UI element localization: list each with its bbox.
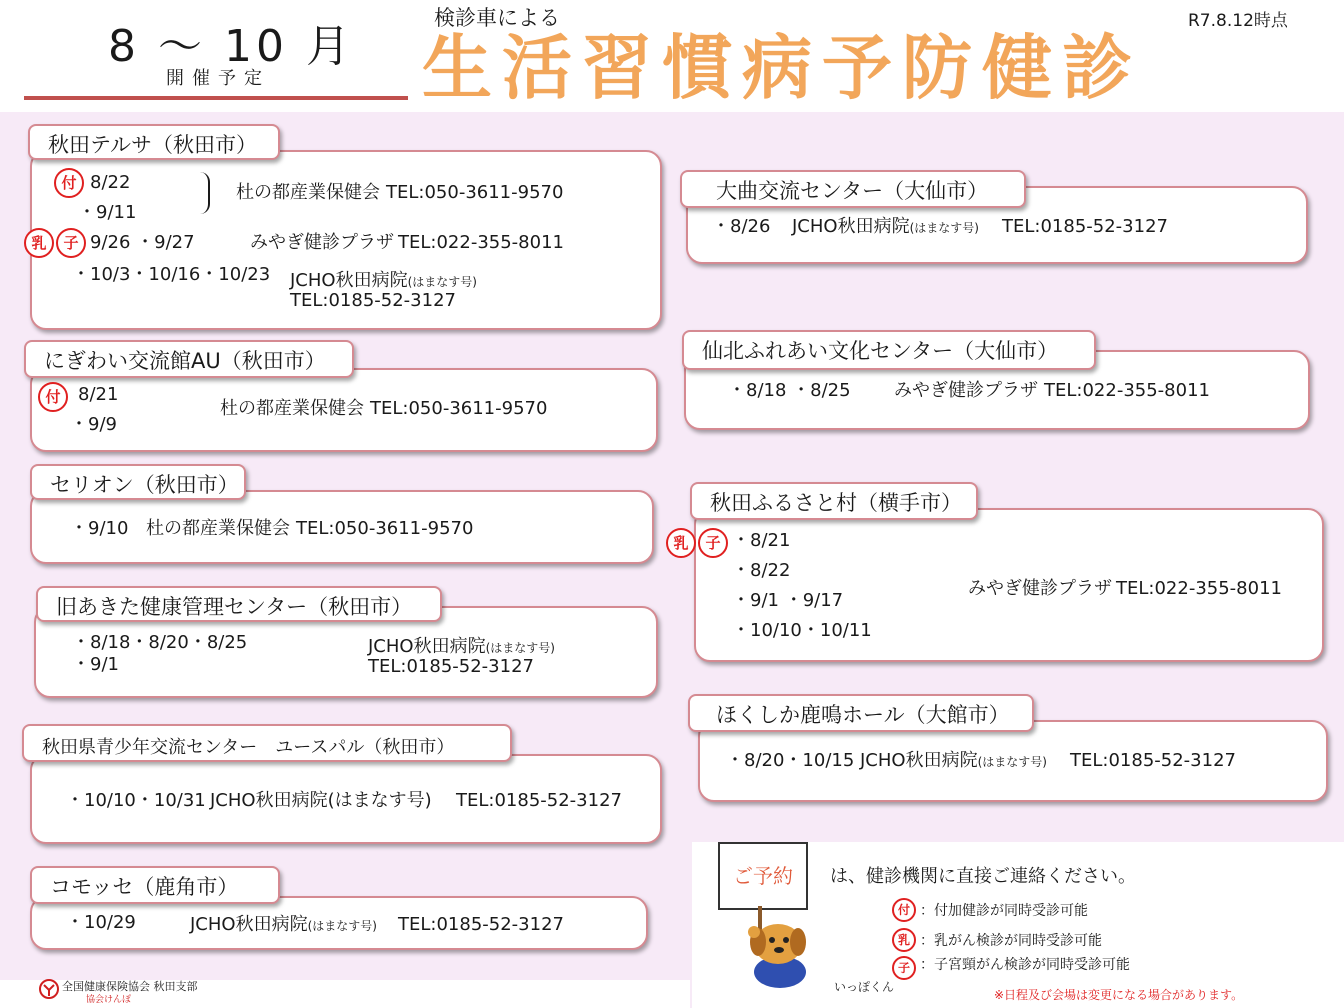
venue-title-youthpal: 秋田県青少年交流センター ユースパル（秋田市） bbox=[22, 724, 512, 762]
date-list: ・9/9 bbox=[70, 414, 117, 435]
provider-name: みやぎ健診プラザ bbox=[968, 578, 1112, 599]
logo-subtext: 協会けんぽ bbox=[86, 995, 132, 1005]
date-list: ・10/10・10/11 bbox=[732, 620, 872, 641]
venue-title-senboku: 仙北ふれあい文化センター（大仙市） bbox=[682, 330, 1096, 370]
phone-number: TEL:0185-52-3127 bbox=[1070, 750, 1236, 771]
phone-number: TEL:022-355-8011 bbox=[1116, 578, 1282, 599]
date-subtitle: 開催予定 bbox=[166, 68, 270, 89]
provider-name bbox=[190, 914, 377, 937]
date-list: ・10/3・10/16・10/23 bbox=[72, 264, 271, 285]
logo-text: 全国健康保険協会 秋田支部 bbox=[62, 980, 198, 993]
date-list: ・9/1 bbox=[72, 654, 119, 675]
nyu-badge-icon: 乳 bbox=[892, 928, 916, 952]
date-list: ・9/1 ・9/17 bbox=[732, 590, 844, 611]
venue-title-hokushika: ほくしか鹿鳴ホール（大館市） bbox=[688, 694, 1034, 732]
tsuki-badge-icon: 付 bbox=[892, 898, 916, 922]
provider-name-main: JCHO秋田病院 bbox=[368, 636, 486, 657]
date-range: 8 ～ 10 月 bbox=[108, 21, 354, 72]
date-list: 8/22 bbox=[90, 172, 131, 193]
provider-name bbox=[792, 216, 979, 239]
date-list: ・8/20・10/15 bbox=[726, 750, 855, 771]
provider-name: 杜の都産業保健会 bbox=[236, 182, 380, 203]
legend-ko: ：子宮頸がん検診が同時受診可能 bbox=[920, 957, 1130, 973]
phone-number: TEL:050-3611-9570 bbox=[296, 518, 474, 539]
date-list: 8/21 bbox=[78, 384, 119, 405]
ko-badge-icon: 子 bbox=[56, 228, 86, 258]
provider-name: 杜の都産業保健会 bbox=[146, 518, 290, 539]
date-list: ・8/22 bbox=[732, 560, 791, 581]
phone-number: TEL:0185-52-3127 bbox=[398, 914, 564, 935]
venue-title-serion: セリオン（秋田市） bbox=[30, 464, 246, 500]
as-of-date: R7.8.12時点 bbox=[1188, 11, 1288, 31]
phone-number: TEL:0185-52-3127 bbox=[368, 656, 534, 677]
provider-name-sub: (はまなす号) bbox=[485, 641, 555, 655]
date-list: ・10/29 bbox=[66, 912, 136, 933]
date-list: ・8/18・8/20・8/25 bbox=[72, 632, 248, 653]
provider-name-sub: (はまなす号) bbox=[909, 221, 979, 235]
tsuki-badge-icon: 付 bbox=[38, 382, 68, 412]
phone-number: TEL:0185-52-3127 bbox=[290, 290, 456, 311]
provider-name-sub: (はまなす号) bbox=[307, 919, 377, 933]
mascot-dog-icon bbox=[732, 912, 828, 988]
reservation-sign: ご予約 bbox=[718, 842, 808, 910]
date-list: ・9/11 bbox=[78, 202, 137, 223]
provider-name-sub: (はまなす号) bbox=[407, 275, 477, 289]
nyu-badge-icon: 乳 bbox=[24, 228, 54, 258]
provider-name bbox=[860, 750, 1047, 773]
mascot-name: いっぽくん bbox=[834, 980, 895, 994]
provider-name-sub: (はまなす号) bbox=[977, 755, 1047, 769]
venue-title-kyu-akita: 旧あきた健康管理センター（秋田市） bbox=[36, 586, 442, 622]
venue-title-telsa: 秋田テルサ（秋田市） bbox=[28, 124, 280, 160]
phone-number: TEL:050-3611-9570 bbox=[386, 182, 564, 203]
date-list: ・8/21 bbox=[732, 530, 791, 551]
header-underline bbox=[24, 96, 408, 100]
date-list: ・8/26 bbox=[712, 216, 771, 237]
kyokai-logo-icon bbox=[38, 978, 60, 1000]
phone-number: TEL:0185-52-3127 bbox=[1002, 216, 1168, 237]
provider-name: JCHO秋田病院(はまなす号) bbox=[210, 790, 432, 811]
date-list: ・8/18 ・8/25 bbox=[728, 380, 851, 401]
provider-name: 杜の都産業保健会 bbox=[220, 398, 364, 419]
provider-name: みやぎ健診プラザ bbox=[894, 380, 1038, 401]
phone-number: TEL:022-355-8011 bbox=[1044, 380, 1210, 401]
provider-name-main: JCHO秋田病院 bbox=[792, 216, 910, 237]
provider-name-main: JCHO秋田病院 bbox=[190, 914, 308, 935]
page-title: 生活習慣病予防健診 bbox=[422, 27, 1142, 109]
venue-title-komosse: コモッセ（鹿角市） bbox=[30, 866, 280, 904]
provider-name: みやぎ健診プラザ bbox=[250, 232, 394, 253]
phone-number: TEL:050-3611-9570 bbox=[370, 398, 548, 419]
bracket-divider bbox=[196, 172, 210, 214]
reservation-text: は、健診機関に直接ご連絡ください。 bbox=[830, 866, 1136, 887]
date-list: ・10/10・10/31 bbox=[66, 790, 206, 811]
tsuki-badge-icon: 付 bbox=[54, 168, 84, 198]
pre-title: 検診車による bbox=[434, 6, 560, 30]
provider-name-main: JCHO秋田病院 bbox=[290, 270, 408, 291]
ko-badge-icon: 子 bbox=[698, 528, 728, 558]
date-list: ・9/10 bbox=[70, 518, 129, 539]
provider-name-main: JCHO秋田病院 bbox=[860, 750, 978, 771]
date-list: 9/26 ・9/27 bbox=[90, 232, 195, 253]
change-notice: ※日程及び会場は変更になる場合があります。 bbox=[994, 988, 1244, 1002]
ko-badge-icon: 子 bbox=[892, 956, 916, 980]
legend-nyu: ：乳がん検診が同時受診可能 bbox=[920, 933, 1102, 949]
venue-title-nigiwai: にぎわい交流館AU（秋田市） bbox=[24, 340, 354, 378]
venue-title-omagari: 大曲交流センター（大仙市） bbox=[680, 170, 1026, 208]
nyu-badge-icon: 乳 bbox=[666, 528, 696, 558]
legend-tsuki: ：付加健診が同時受診可能 bbox=[920, 903, 1088, 919]
venue-title-furusato: 秋田ふるさと村（横手市） bbox=[690, 482, 978, 520]
phone-number: TEL:022-355-8011 bbox=[398, 232, 564, 253]
phone-number: TEL:0185-52-3127 bbox=[456, 790, 622, 811]
